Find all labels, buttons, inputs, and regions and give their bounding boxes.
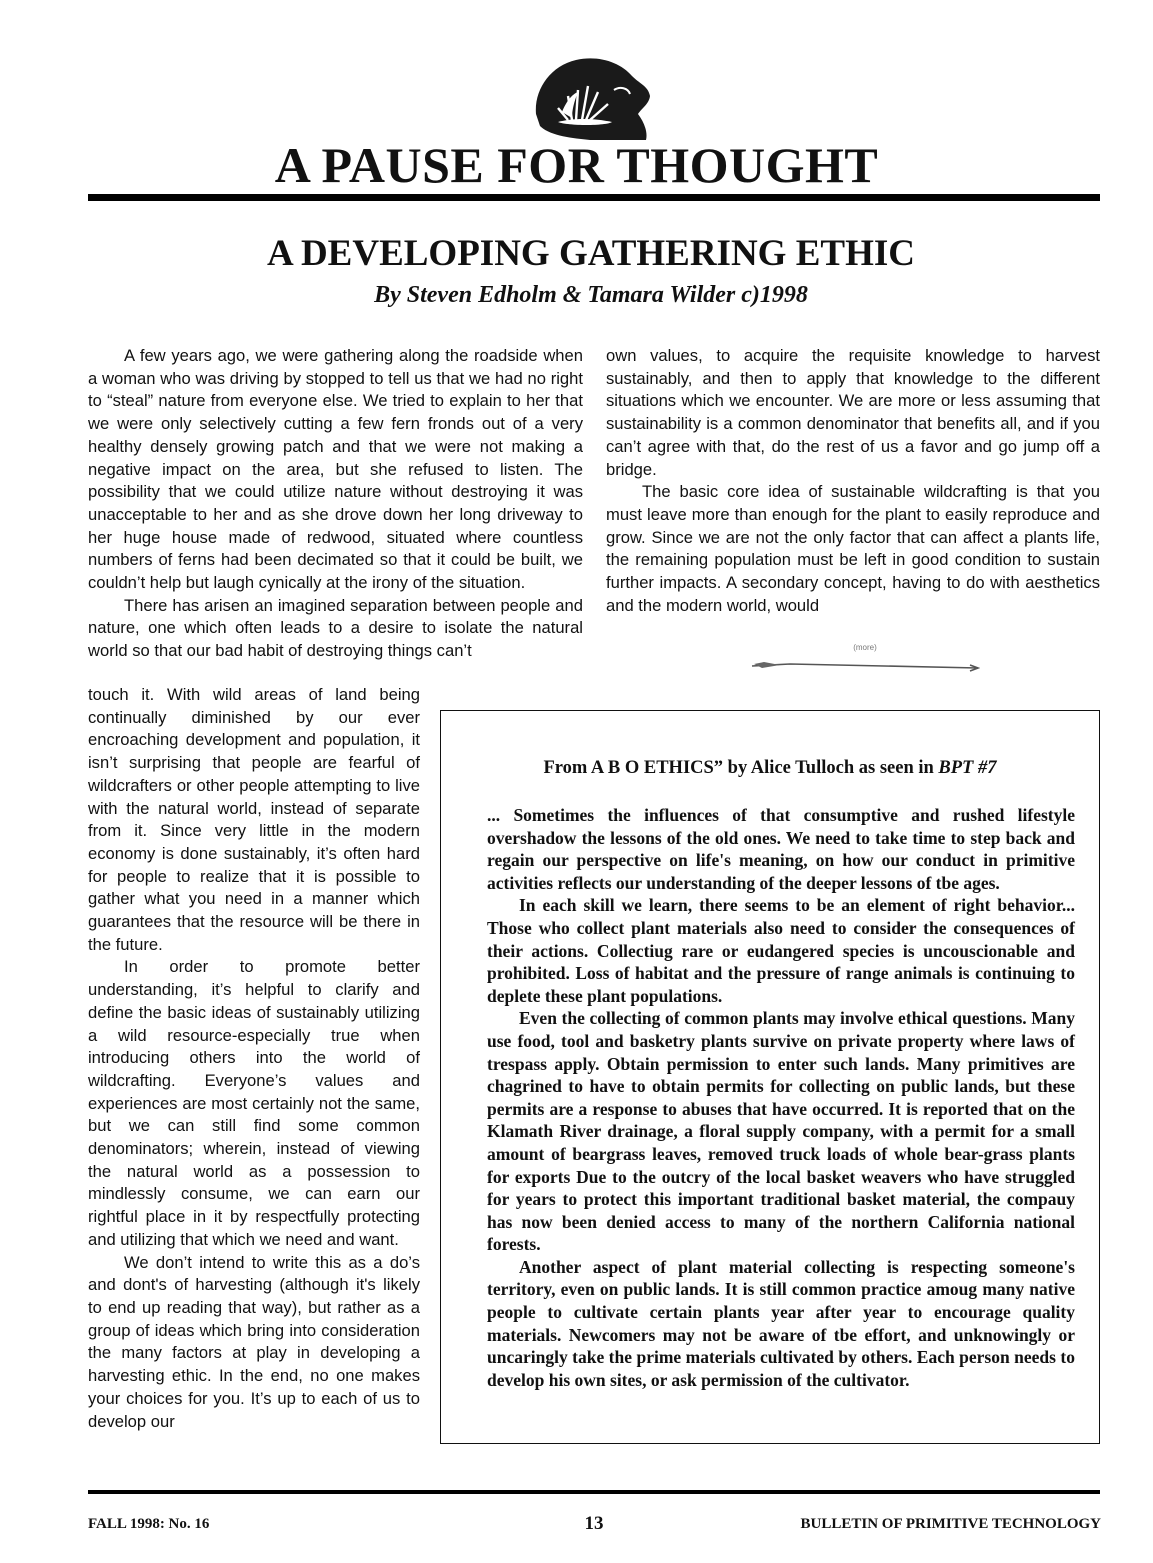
sidebar-paragraph: Even the collecting of common plants may involve ethical questions. Many use food, tool and basketry plants survive on private property where laws of trespass apply. Obtain permission to enter such lands. Many primitives are chagrined to have to obtain permits for collecting on public lands, but these permits are a response to abuses that have occurred. It is reported that on the Klamath River drainage, a floral supply company, with a permit for a small amount of beargrass leaves, removed truck loads of whole bear-grass plants for exports Due to the outcry of the local basket weavers who have struggled for years to protect this important traditional basket material, the compauy has now been denied access to many of the northern California national forests. <box>487 1008 1075 1255</box>
paragraph: In order to promote better understanding, it’s helpful to clarify and define the basic ideas of sustainably utilizing a wild resource-especially true when introducing others into the world of wildcrafting. Everyone’s values and experiences are most certainly not the same, but we can still find some common denominators; wherein, instead of viewing the natural world as a possession to mindlessly consume, we can earn our rightful place in it by respectfully protecting and utilizing that which we need and want. <box>88 957 420 1249</box>
seated-figure-with-plants-icon <box>528 52 652 142</box>
sidebar-paragraph: Another aspect of plant material collecting is respecting someone's territory, even on public lands. It is still common practice amoug many native people to cultivate certain plants year after year to encourage quality materials. Newcomers may not be aware of tbe effort, and unknowingly or uncaringly take the prime materials cultivated by others. Each person needs to develop his own sites, or ask permission of the cultivator. <box>487 1256 1075 1390</box>
sidebar-heading-source: BPT #7 <box>938 758 997 778</box>
section-title: A PAUSE FOR THOUGHT <box>274 137 879 193</box>
footer-issue: FALL 1998: No. 16 <box>88 1516 210 1532</box>
sidebar-heading-text: From A B O ETHICS” by Alice Tulloch as seen in <box>543 758 939 778</box>
right-column <box>606 345 1100 617</box>
sidebar-paragraph: ... Sometimes the influences of that consumptive and rushed lifestyle overshadow the lessons of the old ones. We need to take time to step back and regain our perspective on life's meaning, on how our conduct in primitive activities reflects our understanding of the deeper lessons of tbe ages. <box>487 805 1075 893</box>
continued-label: (more) <box>853 643 877 652</box>
sidebar-paragraph: In each skill we learn, there seems to be an element of right behavior... Those who collect plant materials also need to consider the consequences of their actions. Collectiug rare or eudangered species is uncouscionable and prohibited. Loss of habitat and the pressure of range animals is continuing to deplete these plant populations. <box>487 895 1075 1006</box>
paragraph: own values, to acquire the requisite knowledge to harvest sustainably, and then to apply that knowledge to the different situations which we encounter. We are more or less assuming that sustainability is a common denominator that benefits all, and if you can’t agree with that, do the rest of us a favor and go jump off a bridge. <box>606 346 1100 479</box>
paragraph: We don’t intend to write this as a do’s and dont's of harvesting (although it's likely to end up reading that way), but rather as a group of ideas which bring into consideration the many factors at play in developing a harvesting ethic. In the end, no one makes your choices for you. It’s up to each of us to develop our <box>88 1252 420 1431</box>
article-title: A DEVELOPING GATHERING ETHIC <box>267 233 915 274</box>
top-divider <box>88 194 1100 201</box>
left-column-top <box>88 345 583 663</box>
paragraph: The basic core idea of sustainable wildcrafting is that you must leave more than enough for the plant to easily reproduce and grow. Since we are not the only factor that can affect a plants life, the remaining population must be left in good condition to sustain further impacts. A secondary concept, having to do with aesthetics and the modern world, would <box>606 482 1100 615</box>
paragraph: touch it. With wild areas of land being continually diminished by our ever encroaching development and population, it isn’t surprising that people are fearful of wildcrafters or other people attempting to live with the natural world, instead of separate from it. Since very little in the modern economy is done sustainably, it’s often hard for people to realize that it is possible to gather what you need in a manner which guarantees that the resource will be there in the future. <box>88 685 420 954</box>
bottom-divider <box>88 1490 1100 1494</box>
sidebar-body <box>487 804 1075 1391</box>
byline: By Steven Edholm & Tamara Wilder c)1998 <box>374 282 808 308</box>
paragraph: There has arisen an imagined separation between people and nature, one which often leads to a desire to isolate the natural world so that our bad habit of destroying things can’t <box>88 595 583 661</box>
footer-publication: BULLETIN OF PRIMITIVE TECHNOLOGY <box>800 1516 1101 1532</box>
paragraph: A few years ago, we were gathering along the roadside when a woman who was driving by stopped to tell us that we had no right to “steal” nature from everyone else. We tried to explain to her that we were only selectively cutting a few fern fronds out of a very healthy densely growing patch and that we were not making a negative impact on the area, but she refused to listen. The possibility that we could utilize nature without destroying it was unacceptable to her and as she drove down her long driveway to her huge house made of redwood, situated where countless numbers of ferns had been decimated so that it could be built, we couldn’t help but laugh cynically at the irony of the situation. <box>88 346 583 593</box>
continued-arrow-icon <box>750 644 980 672</box>
page-number: 13 <box>584 1513 604 1534</box>
left-column-narrow <box>88 684 420 1433</box>
sidebar-heading <box>440 758 1100 779</box>
